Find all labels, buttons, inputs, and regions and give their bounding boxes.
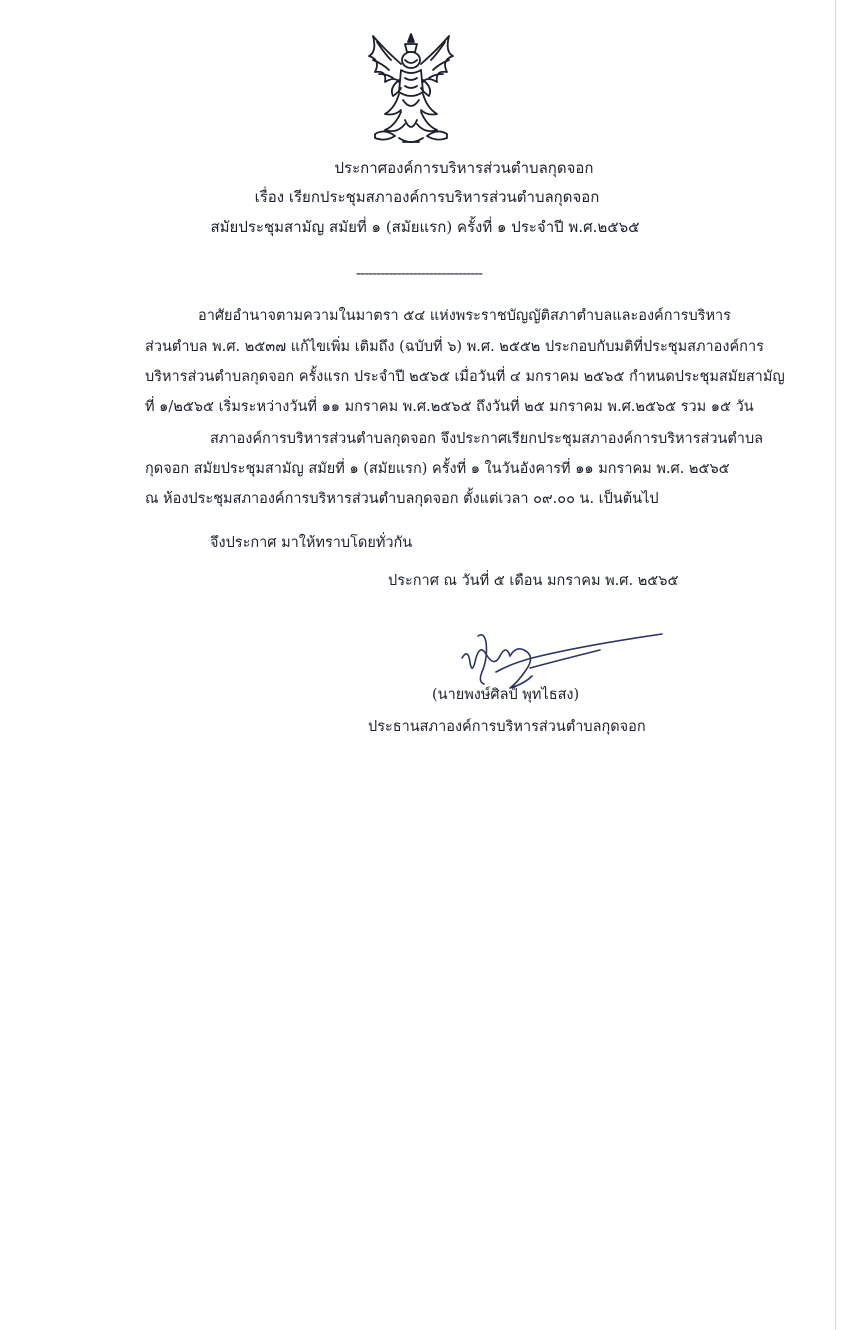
signatory-position: ประธานสภาองค์การบริหารส่วนตำบลกุดจอก <box>368 719 646 735</box>
paragraph-1-line-2: ส่วนตำบล พ.ศ. ๒๕๓๗ แก้ไขเพิ่ม เติมถึง (ฉบับที่ ๖) พ.ศ. ๒๕๕๒ ประกอบกับมติที่ประชุมสภาองค์การ <box>145 339 764 355</box>
signatory-name: (นายพงษ์ศิลป์ พุทไธสง) <box>432 687 580 703</box>
paragraph-1-line-1: อาศัยอำนาจตามความในมาตรา ๕๔ แห่งพระราชบัญญัติสภาตำบลและองค์การบริหาร <box>198 308 731 324</box>
announcement-session: สมัยประชุมสามัญ สมัยที่ ๑ (สมัยแรก) ครั้งที่ ๑ ประจำปี พ.ศ.๒๕๖๕ <box>210 218 640 236</box>
paragraph-2-line-1: สภาองค์การบริหารส่วนตำบลกุดจอก จึงประกาศเรียกประชุมสภาองค์การบริหารส่วนตำบล <box>210 431 764 447</box>
header-divider: ------------------------------- <box>355 264 483 282</box>
announcement-title: ประกาศองค์การบริหารส่วนตำบลกุดจอก <box>334 159 594 177</box>
garuda-emblem-icon <box>355 30 467 150</box>
paragraph-2-line-2: กุดจอก สมัยประชุมสามัญ สมัยที่ ๑ (สมัยแรก) ครั้งที่ ๑ ในวันอังคารที่ ๑๑ มกราคม พ.ศ. ๒๕๖๕ <box>145 461 730 477</box>
paragraph-1-line-4: ที่ ๑/๒๕๖๕ เริ่มระหว่างวันที่ ๑๑ มกราคม พ.ศ.๒๕๖๕ ถึงวันที่ ๒๕ มกราคม พ.ศ.๒๕๖๕ รวม ๑๕ วัน <box>145 399 754 415</box>
paragraph-1-line-3: บริหารส่วนตำบลกุดจอก ครั้งแรก ประจำปี ๒๕๖๕ เมื่อวันที่ ๔ มกราคม ๒๕๖๕ กำหนดประชุมสมัยสามัญ <box>145 369 785 385</box>
closing-statement: จึงประกาศ มาให้ทราบโดยทั่วกัน <box>210 535 413 551</box>
announcement-subject: เรื่อง เรียกประชุมสภาองค์การบริหารส่วนตำบลกุดจอก <box>254 188 600 206</box>
paragraph-2-line-3: ณ ห้องประชุมสภาองค์การบริหารส่วนตำบลกุดจอก ตั้งแต่เวลา ๐๙.๐๐ น. เป็นต้นไป <box>145 491 659 507</box>
announcement-date: ประกาศ ณ วันที่ ๕ เดือน มกราคม พ.ศ. ๒๕๖๕ <box>388 573 679 589</box>
